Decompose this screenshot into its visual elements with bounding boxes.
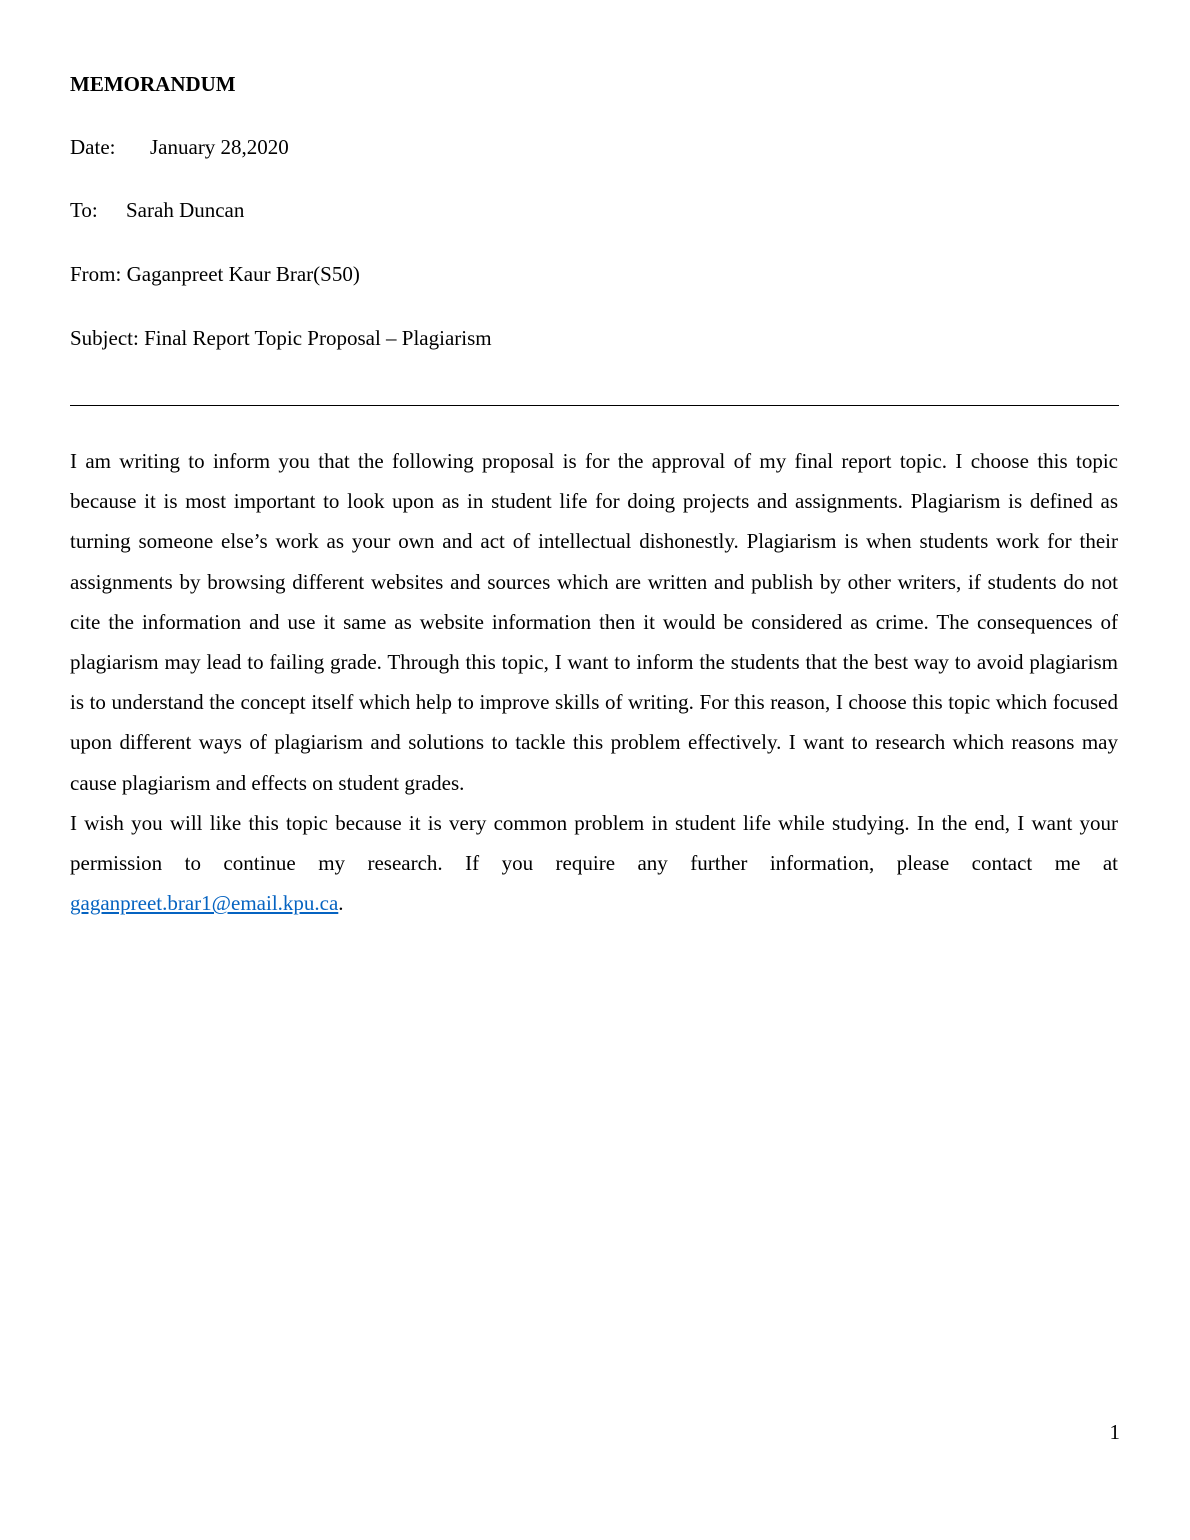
to-line <box>70 196 244 224</box>
body-paragraph-2-text: I wish you will like this topic because it is very common problem in student life while studying. In the end, I want your permission to continue my research. If you require any further information, please contact me at <box>70 810 1118 876</box>
subject-line <box>70 324 492 352</box>
to-label: To: <box>70 198 98 222</box>
body-paragraph-1: I am writing to inform you that the following proposal is for the approval of my final report topic. I choose this topic because it is most important to look upon as in student life for doing projects and assignments. Plagiarism is defined as turning someone else’s work as your own and act of intellectual dishonestly. Plagiarism is when students work for their assignments by browsing different websites and sources which are written and publish by other writers, if students do not cite the information and use it same as website information then it would be considered as crime. The consequences of plagiarism may lead to failing grade. Through this topic, I want to inform the students that the best way to avoid plagiarism is to understand the concept itself which help to improve skills of writing. For this reason, I choose this topic which focused upon different ways of plagiarism and solutions to tackle this problem effectively. I want to research which reasons may cause plagiarism and effects on student grades. <box>70 449 1118 795</box>
email-link[interactable]: gaganpreet.brar1@email.kpu.ca <box>70 891 339 916</box>
page-number: 1 <box>1109 1420 1120 1444</box>
date-label: Date: <box>70 135 116 159</box>
date-line <box>70 133 289 161</box>
body-paragraph-2 <box>70 803 1118 924</box>
from-line <box>70 260 360 288</box>
header-divider <box>70 405 1119 406</box>
email-trailing-period: . <box>338 891 344 916</box>
to-value: Sarah Duncan <box>126 198 245 222</box>
memo-body <box>70 441 1118 923</box>
from-value: Gaganpreet Kaur Brar(S50) <box>126 262 360 286</box>
subject-label: Subject: <box>70 326 139 350</box>
date-value: January 28,2020 <box>150 135 289 159</box>
subject-value: Final Report Topic Proposal – Plagiarism <box>144 326 492 350</box>
memo-title: MEMORANDUM <box>70 72 236 96</box>
from-label: From: <box>70 262 122 286</box>
